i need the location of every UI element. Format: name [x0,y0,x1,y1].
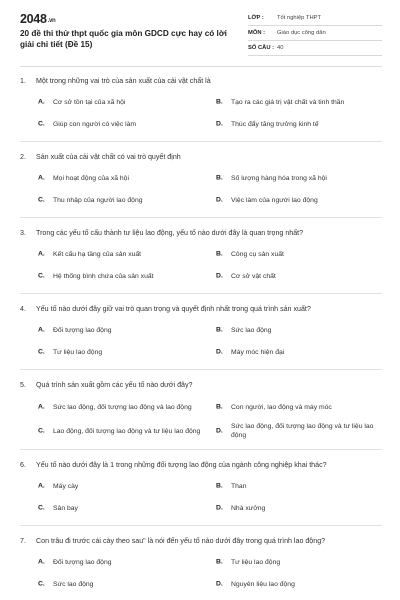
meta-value: 40 [277,45,284,51]
answer-option-a[interactable] [38,395,210,419]
question-7 [20,536,382,600]
option-text: Nhà xưởng [231,504,266,512]
option-text: Tạo ra các giá trị vật chất và tinh thần [231,98,345,106]
option-letter: C. [38,120,45,128]
question-text [20,76,382,86]
meta-key: MÔN : [248,30,266,36]
meta-row-subject [248,27,382,41]
answer-option-b[interactable] [216,395,388,419]
option-letter: B. [216,558,223,566]
answer-options [20,319,382,363]
option-text: Hệ thống bình chứa của sản xuất [53,272,154,280]
answer-options [20,243,382,287]
answer-option-b[interactable] [216,475,388,497]
option-letter: D. [216,272,223,280]
option-letter: C. [38,196,45,204]
option-text: Giúp con người có việc làm [53,120,137,128]
option-letter: B. [216,250,223,258]
answer-option-a[interactable] [38,91,210,113]
site-logo[interactable] [20,12,55,26]
option-letter: D. [216,196,223,204]
answer-option-b[interactable] [216,243,388,265]
question-6 [20,460,382,526]
question-prompt: Yếu tố nào dưới đây là 1 trong những đối tượng lao động của ngành công nghiệp khai thác? [36,461,327,469]
option-text: Thu nhập của người lao động [53,196,143,204]
question-prompt: Quá trình sản xuất gồm các yếu tố nào dưới đây? [36,381,193,389]
answer-option-b[interactable] [216,551,388,573]
answer-option-c[interactable] [38,265,210,287]
question-text [20,304,382,314]
question-number: 2. [20,153,26,161]
option-letter: B. [216,403,223,411]
question-number: 6. [20,461,26,469]
option-text: Số lượng hàng hóa trong xã hội [231,174,327,182]
option-letter: D. [216,504,223,512]
answer-option-d[interactable] [216,265,388,287]
option-letter: C. [38,427,45,435]
answer-option-d[interactable] [216,113,388,135]
answer-option-c[interactable] [38,419,210,443]
question-2 [20,152,382,218]
answer-options [20,475,382,519]
option-letter: C. [38,580,45,588]
answer-option-d[interactable] [216,497,388,519]
option-text: Sức lao động [53,580,94,588]
option-letter: D. [216,580,223,588]
option-text: Than [231,482,247,490]
answer-option-a[interactable] [38,167,210,189]
option-letter: D. [216,120,223,128]
option-letter: C. [38,348,45,356]
answer-options [20,551,382,595]
question-number: 7. [20,537,26,545]
question-prompt: Yếu tố nào dưới đây giữ vai trò quan trọng và quyết định nhất trong quá trình sản xuất? [36,305,311,313]
option-text: Sức lao động, đối tượng lao động và tư liệu lao động [231,423,374,439]
option-text: Đối tượng lao động [53,558,112,566]
question-text [20,228,382,238]
option-letter: A. [38,174,45,182]
option-text: Mọi hoạt động của xã hội [53,174,129,182]
answer-option-a[interactable] [38,243,210,265]
answer-option-a[interactable] [38,475,210,497]
option-text: Tư liệu lao động [53,348,103,356]
option-letter: A. [38,98,45,106]
answer-options [20,91,382,135]
option-letter: B. [216,174,223,182]
option-letter: C. [38,272,45,280]
answer-option-c[interactable] [38,497,210,519]
question-number: 4. [20,305,26,313]
question-number: 1. [20,77,26,85]
question-3 [20,228,382,294]
answer-option-a[interactable] [38,551,210,573]
answer-option-c[interactable] [38,113,210,135]
option-text: Sức lao động [231,326,272,334]
question-1 [20,76,382,142]
question-text [20,380,382,390]
answer-option-a[interactable] [38,319,210,341]
option-text: Tư liệu lao động [231,558,281,566]
question-text [20,536,382,546]
option-text: Sức lao động, đối tượng lao động và lao động [53,403,192,411]
question-text [20,152,382,162]
option-text: Cơ sở vật chất [231,272,276,280]
option-letter: A. [38,250,45,258]
option-text: Công cụ sản xuất [231,250,284,258]
option-text: Con người, lao động và máy móc [231,403,332,411]
answer-option-b[interactable] [216,91,388,113]
meta-key: LỚP : [248,15,264,21]
option-text: Sân bay [53,504,78,512]
header-divider [20,66,382,67]
option-letter: D. [216,348,223,356]
option-letter: A. [38,326,45,334]
option-letter: A. [38,482,45,490]
answer-option-c[interactable] [38,189,210,211]
option-text: Kết cấu hạ tầng của sản xuất [53,250,142,258]
meta-value: Tốt nghiệp THPT [277,15,322,21]
question-4 [20,304,382,370]
option-letter: A. [38,558,45,566]
option-text: Đối tượng lao động [53,326,112,334]
option-text: Việc làm của người lao động [231,196,318,204]
question-prompt: Con trâu đi trước cái cày theo sau" là nói đến yếu tố nào dưới đây trong quá trình lao động? [36,537,326,545]
answer-option-d[interactable] [216,419,388,443]
document-meta [248,12,382,57]
option-letter: B. [216,98,223,106]
answer-option-d[interactable] [216,341,388,363]
answer-option-d[interactable] [216,189,388,211]
document-header [20,12,382,58]
meta-row-count [248,42,382,56]
meta-key: SỐ CÂU : [248,45,275,51]
option-text: Máy cày [53,482,79,490]
option-text: Máy móc hiện đại [231,348,285,356]
question-number: 5. [20,381,26,389]
answer-option-c[interactable] [38,341,210,363]
answer-options [20,167,382,211]
option-text: Nguyên liệu lao động [231,580,295,588]
option-letter: D. [216,427,223,435]
meta-row-grade [248,12,382,26]
document-title: 20 đề thi thử thpt quốc gia môn GDCD cực hay có lời giải chi tiết (Đề 15) [20,29,227,49]
question-list [20,76,382,600]
question-prompt: Sản xuất của cải vật chất có vai trò quyết định [36,153,181,161]
question-prompt: Trong các yếu tố cấu thành tư liệu lao động, yếu tố nào dưới đây là quan trọng nhất? [36,229,304,237]
question-number: 3. [20,229,26,237]
answer-option-b[interactable] [216,167,388,189]
meta-value: Giáo dục công dân [277,30,326,36]
answer-option-b[interactable] [216,319,388,341]
option-letter: C. [38,504,45,512]
question-text [20,460,382,470]
option-text: Thúc đẩy tăng trưởng kinh tế [231,120,319,128]
logo-main: 2048 [20,12,47,26]
answer-option-d[interactable] [216,573,388,595]
question-5 [20,380,382,450]
option-text: Cơ sở tồn tại của xã hội [53,98,126,106]
option-text: Lao động, đối tượng lao động và tư liệu lao động [53,427,201,435]
option-letter: A. [38,403,45,411]
answer-option-c[interactable] [38,573,210,595]
answer-options [20,395,382,443]
option-letter: B. [216,326,223,334]
question-prompt: Một trong những vai trò của sản xuất của cải vật chất là [36,77,211,85]
option-letter: B. [216,482,223,490]
logo-suffix: .vn [47,18,56,24]
